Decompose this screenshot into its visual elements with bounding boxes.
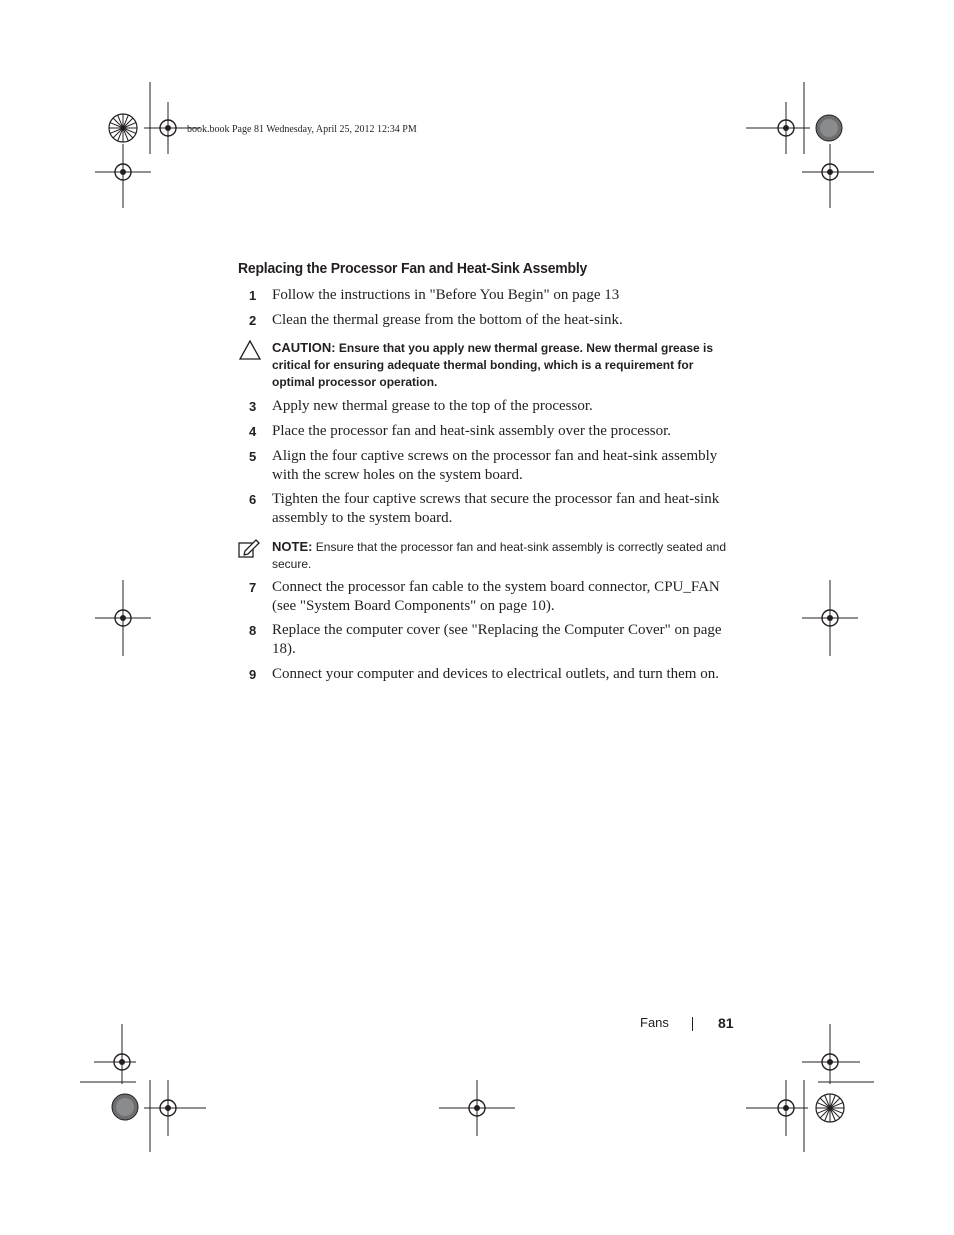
step-number: 9 — [249, 667, 257, 682]
step-text: Tighten the four captive screws that secure the processor fan and heat-sink assembly to the system board. — [272, 491, 720, 526]
registration-mark-icon — [95, 580, 151, 656]
step-number: 8 — [249, 623, 257, 638]
caution-text: Ensure that you apply new thermal grease. New thermal grease is critical for ensuring adequate thermal bonding, which is a requirement for optimal processor operation. — [272, 341, 714, 389]
print-slug: book.book Page 81 Wednesday, April 25, 2012 12:34 PM — [187, 124, 417, 135]
step-text: Apply new thermal grease to the top of the processor. — [272, 398, 593, 414]
registration-mark-icon — [802, 580, 858, 656]
step-text: Replace the computer cover (see "Replacing the Computer Cover" on page 18). — [272, 622, 722, 657]
registration-mark-icon — [80, 1024, 136, 1084]
grey-disc-mark-icon — [814, 113, 844, 143]
note-label: NOTE: — [272, 539, 313, 554]
step-number: 5 — [249, 449, 257, 464]
footer-divider — [692, 1017, 693, 1031]
caution-label: CAUTION: — [272, 340, 336, 355]
step-number: 2 — [249, 313, 257, 328]
step-number: 3 — [249, 399, 257, 414]
step-number: 4 — [249, 424, 257, 439]
registration-mark-icon — [802, 1024, 874, 1084]
page-number: 81 — [718, 1015, 734, 1031]
starburst-mark-icon — [105, 110, 141, 146]
step-number: 7 — [249, 580, 257, 595]
step-text: Clean the thermal grease from the bottom of the heat-sink. — [272, 312, 623, 328]
step-text: Align the four captive screws on the processor fan and heat-sink assembly with the screw holes on the system board. — [272, 448, 718, 483]
registration-mark-icon — [746, 1080, 812, 1152]
note-pencil-icon — [238, 538, 260, 563]
footer-section-name: Fans — [640, 1015, 669, 1030]
registration-mark-icon — [439, 1080, 515, 1136]
step-text: Connect the processor fan cable to the system board connector, CPU_FAN (see "System Board Components" on page 10). — [272, 579, 720, 614]
grey-disc-mark-icon — [110, 1092, 140, 1122]
step-number: 1 — [249, 288, 257, 303]
registration-mark-icon — [802, 144, 874, 208]
step-number: 6 — [249, 492, 257, 507]
section-title: Replacing the Processor Fan and Heat-Sink Assembly — [238, 260, 588, 277]
caution-triangle-icon — [238, 339, 262, 366]
registration-mark-icon — [140, 1080, 206, 1152]
step-text: Connect your computer and devices to electrical outlets, and turn them on. — [272, 666, 719, 682]
step-text: Place the processor fan and heat-sink assembly over the processor. — [272, 423, 672, 439]
step-text: Follow the instructions in "Before You Begin" on page 13 — [272, 287, 620, 303]
starburst-mark-icon — [812, 1090, 848, 1126]
registration-mark-icon — [746, 82, 810, 154]
registration-mark-icon — [140, 82, 200, 154]
note-text: Ensure that the processor fan and heat-sink assembly is correctly seated and secure. — [272, 540, 727, 571]
